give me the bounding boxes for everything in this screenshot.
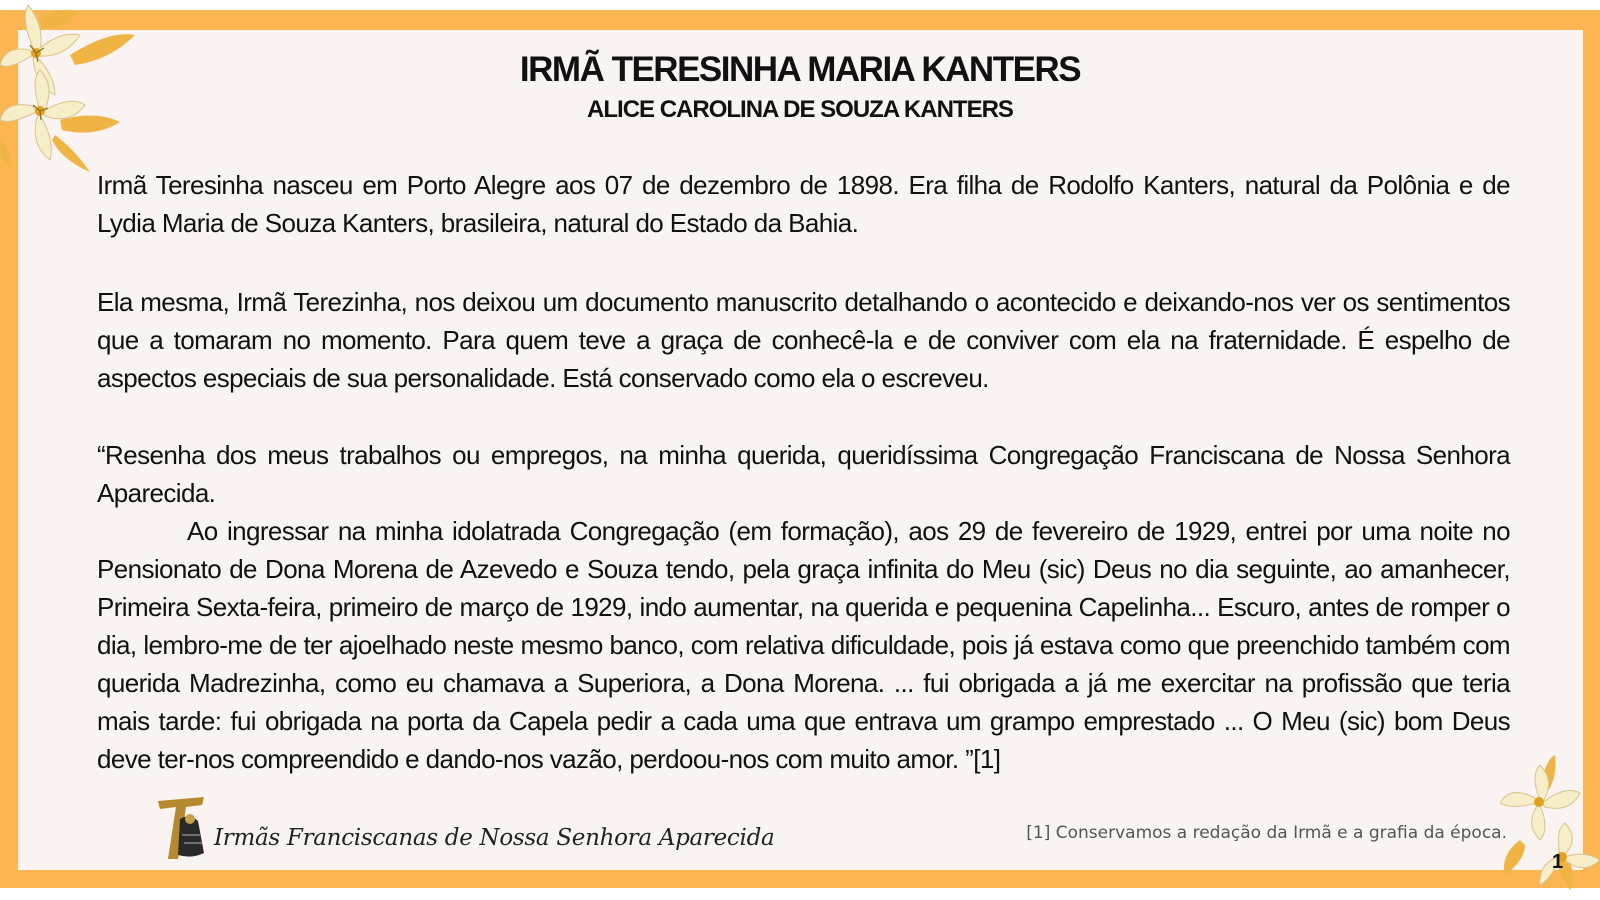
congregation-logo-icon [156,795,212,861]
page-title: IRMÃ TERESINHA MARIA KANTERS [519,50,1081,89]
congregation-brand [156,795,775,861]
page-number: 1 [1552,851,1564,873]
page-subtitle: ALICE CAROLINA DE SOUZA KANTERS [587,96,1013,123]
paragraph-birth: Irmã Teresinha nasceu em Porto Alegre aos 07 de dezembro de 1898. Era filha de Rodolfo Kanters, natural da Polônia e de Lydia Maria de Souza Kanters, brasileira, natural do Estado da Bahia. [97,170,1510,238]
quote-body: Ao ingressar na minha idolatrada Congregação (em formação), aos 29 de fevereiro de 1929, entrei por uma noite no Pensionato de Dona Morena de Azevedo e Souza tendo, pela graça infinita do Meu (sic) Deus no dia seguinte, ao amanhecer, Primeira Sexta-feira, primeiro de março de 1929, indo aumentar, na querida e pequenina Capelinha... Escuro, antes de romper o dia, lembro-me de ter ajoelhado neste mesmo banco, com relativa dificuldade, pois já estava como que preenchido também com querida Madrezinha, como eu chamava a Superiora, a Dona Morena. ... fui obrigada a já me exercitar na profissão que teria mais tarde: fui obrigada na porta da Capela pedir a cada uma que entrava um grampo emprestado ... O Meu (sic) bom Deus deve ter-nos compreendido e dando-nos vazão, perdoou-nos com muito amor. ”[1] [97,516,1510,774]
footnote: [1] Conservamos a redação da Irmã e a grafia da época. [1026,823,1507,843]
brand-name: Irmãs Franciscanas de Nossa Senhora Aparecida [214,825,775,851]
quote-heading: “Resenha dos meus trabalhos ou empregos, na minha querida, queridíssima Congregação Franciscana de Nossa Senhora Aparecida. [97,440,1510,508]
flower-decoration-bottom-right [1500,755,1600,890]
paragraph-document: Ela mesma, Irmã Terezinha, nos deixou um documento manuscrito detalhando o acontecido e deixando-nos ver os sentimentos que a tomaram no momento. Para quem teve a graça de conhecê-la e de conviver com ela na fraternidade. É espelho de aspectos especiais de sua personalidade. Está conservado como ela o escreveu. [97,287,1510,393]
